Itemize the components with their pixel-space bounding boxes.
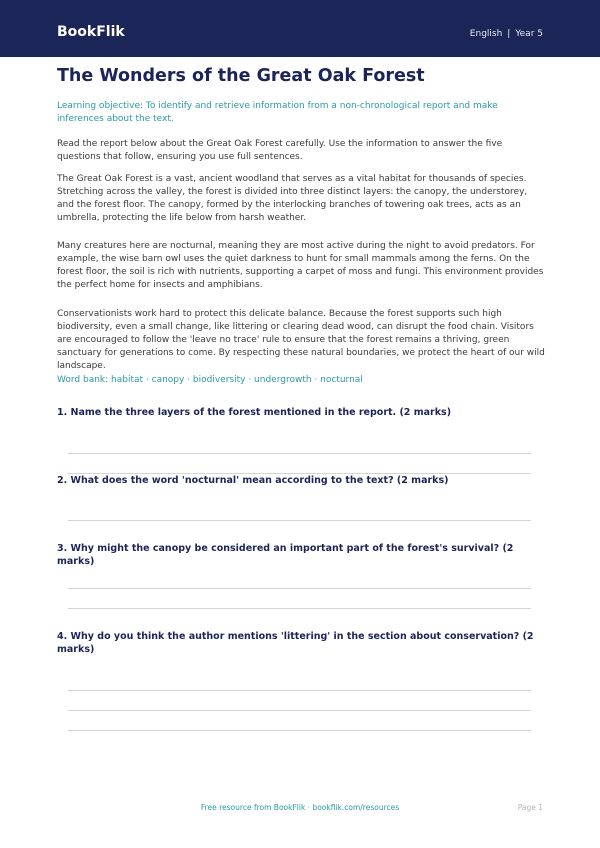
question-2: 2. What does the word 'nocturnal' mean according to the text? (2 marks) — [57, 475, 449, 486]
meta-separator: | — [507, 29, 511, 39]
report-paragraph: The Great Oak Forest is a vast, ancient woodland that serves as a vital habitat for thousands of species. Stretching across the valley, the forest is divided into three distinct layers: the canopy, the understorey, and the forest floor. The canopy, formed by the interlocking branches of towering oak trees, acts as an umbrella, protecting the life below from harsh weather. — [57, 174, 528, 223]
subject-year-label — [470, 28, 543, 40]
answer-line[interactable] — [68, 588, 531, 589]
brand-logo: BookFlik — [57, 24, 125, 40]
page-number: Page 1 — [517, 803, 543, 812]
answer-line[interactable] — [68, 608, 531, 609]
instructions: Read the report below about the Great Oak Forest carefully. Use the information to answer the five questions that follow, ensuring you use full sentences. — [57, 139, 503, 162]
top-banner — [0, 0, 600, 57]
subject-label: English — [469, 29, 503, 39]
report-paragraph: Many creatures here are nocturnal, meaning they are most active during the night to avoid predators. For example, the wise barn owl uses the quiet darkness to hunt for small mammals among the ferns. On the forest floor, the soil is rich with nutrients, supporting a carpet of moss and fungi. This environment provides the perfect home for insects and amphibians. — [57, 241, 544, 290]
word-bank: Word bank: habitat · canopy · biodiversity · undergrowth · nocturnal — [57, 375, 363, 385]
question-1: 1. Name the three layers of the forest mentioned in the report. (2 marks) — [57, 407, 452, 418]
answer-line[interactable] — [68, 710, 531, 711]
answer-line[interactable] — [68, 520, 531, 521]
worksheet-title: The Wonders of the Great Oak Forest — [57, 66, 425, 86]
report-paragraph: Conservationists work hard to protect this delicate balance. Because the forest supports such high biodiversity, even a small change, like littering or clearing dead wood, can disrupt the food chain. Visitors are encouraged to follow the 'leave no trace' rule to ensure that the forest remains a thriving, green sanctuary for generations to come. By respecting these natural boundaries, we protect the heart of our wild landscape. — [57, 309, 545, 371]
question-4: 4. Why do you think the author mentions 'littering' in the section about conservation? (2 marks) — [57, 631, 534, 655]
learning-objective: Learning objective: To identify and retrieve information from a non-chronological report and make inferences about the text. — [57, 101, 498, 124]
answer-line[interactable] — [68, 690, 531, 691]
year-label: Year 5 — [515, 29, 543, 39]
footer-resource-link[interactable]: Free resource from BookFlik · bookflik.com/resources — [200, 803, 400, 812]
answer-line[interactable] — [68, 730, 531, 731]
answer-line[interactable] — [68, 453, 531, 454]
question-3: 3. Why might the canopy be considered an important part of the forest's survival? (2 marks) — [57, 543, 514, 567]
